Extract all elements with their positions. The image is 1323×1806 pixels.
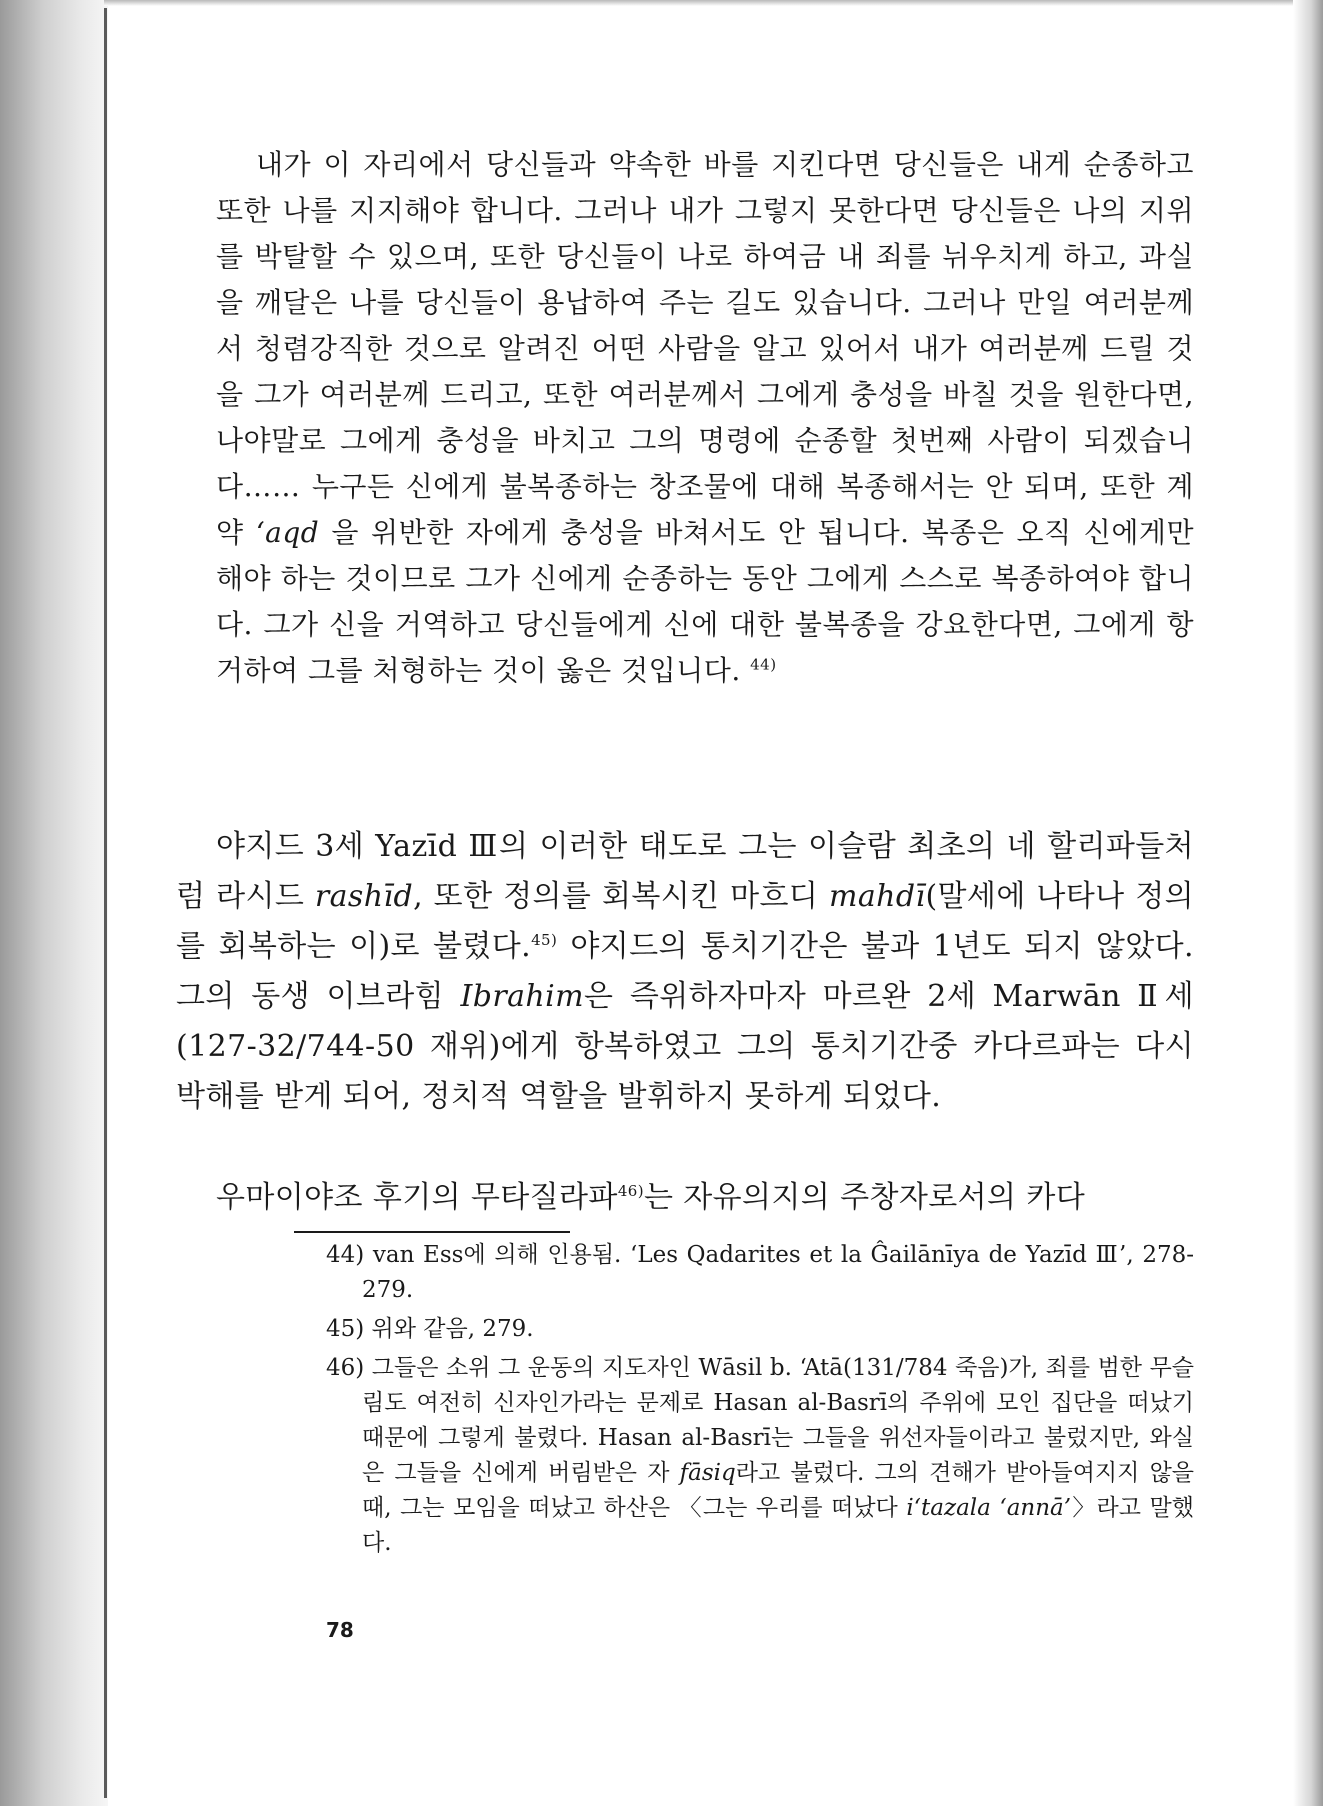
footnote-46-text-3: 〉라고 말했다. — [362, 1495, 1194, 1556]
book-edge-line — [104, 8, 107, 1798]
page-number: 78 — [326, 1618, 354, 1642]
block-quote — [216, 142, 1194, 694]
footnote-44: 44) van Ess에 의해 인용됨. ‘Les Qadarites et la Ĝailānīya de Yazīd Ⅲ’, 278-279. — [326, 1242, 1194, 1303]
term-ibrahim: Ibrahim — [460, 979, 584, 1014]
footnote-ref-44[interactable]: 44) — [750, 655, 777, 674]
paragraph-2-text-2: 는 자유의지의 주창자로서의 카다 — [643, 1180, 1086, 1215]
footnote-46-text: 46) 그들은 소위 그 운동의 지도자인 Wāsil b. ‘Atā(131/784 죽음)가, 죄를 범한 무슬림도 여전히 신자인가라는 문제로 Hasan al-Basrī의 주위에 모인 집단을 떠났기 때문에 그렇게 불렸다. Hasan al-Basrī는 그들을 위선자들이라고 불렀지만, 와실은 그들을 신에게 버림받은 자 — [326, 1355, 1194, 1486]
body-paragraph-2 — [176, 1173, 1194, 1223]
footnote-ref-45[interactable]: 45) — [531, 931, 558, 949]
term-mahdi: mahdī — [829, 879, 926, 914]
body-paragraph-1 — [176, 822, 1194, 1122]
block-quote-text: 내가 이 자리에서 당신들과 약속한 바를 지킨다면 당신들은 내게 순종하고 또한 나를 지지해야 합니다. 그러나 내가 그렇지 못한다면 당신들은 나의 지위를 박탈할 수 있으며, 또한 당신들이 나로 하여금 내 죄를 뉘우치게 하고, 과실을 깨달은 나를 당신들이 용납하여 주는 길도 있습니다. 그러나 만일 여러분께서 청렴강직한 것으로 알려진 어떤 사람을 알고 있어서 내가 여러분께 드릴 것을 그가 여러분께 드리고, 또한 여러분께서 그에게 충성을 바칠 것을 원한다면, 나야말로 그에게 충성을 바치고 그의 명령에 순종할 첫번째 사람이 되겠습니다…… 누구든 신에게 불복종하는 창조물에 대해 복종해서는 안 되며, 또한 계약 — [216, 148, 1194, 549]
footnote-divider — [294, 1231, 570, 1233]
footnote-46-text-2: 라고 불렀다. 그의 견해가 받아들여지지 않을 때, 그는 모임을 떠났고 하산은 〈그는 우리를 떠났다 — [362, 1460, 1195, 1521]
paragraph-1-text: 야지드 3세 Yazīd Ⅲ의 이러한 태도로 그는 이슬람 최초의 네 할리파들처럼 라시드 — [176, 829, 1194, 914]
term-rashid: rashīd — [314, 879, 414, 914]
paragraph-1-text-3: (말세에 나타나 정의를 회복하는 이)로 불렸다. — [176, 879, 1194, 964]
block-quote-text-2: 을 위반한 자에게 충성을 바쳐서도 안 됩니다. 복종은 오직 신에게만 해야 하는 것이므로 그가 신에게 순종하는 동안 그에게 스스로 복종하여야 합니다. 그가 신을 거역하고 당신들에게 신에 대한 불복종을 강요한다면, 그에게 항거하여 그를 처형하는 것이 옳은 것입니다. — [216, 516, 1194, 687]
paragraph-1-text-4: 야지드의 통치기간은 불과 1년도 되지 않았다. 그의 동생 이브라힘 — [176, 929, 1194, 1014]
paragraph-1-text-2: , 또한 정의를 회복시킨 마흐디 — [413, 879, 829, 914]
footnotes — [326, 1238, 1194, 1565]
footnote-ref-46[interactable]: 46) — [617, 1182, 644, 1200]
term-fasiq: fāsiq — [679, 1460, 736, 1486]
footnote-45: 45) 위와 같음, 279. — [326, 1316, 534, 1342]
book-edge — [0, 0, 108, 1806]
paragraph-2-text: 우마이야조 후기의 무타질라파 — [216, 1180, 618, 1215]
term-itazala: i‘tazala ‘annā’ — [906, 1495, 1072, 1521]
paragraph-1-text-5: 은 즉위하자마자 마르완 2세 Marwān Ⅱ세(127-32/744-50 재위)에게 항복하였고 그의 통치기간중 카다르파는 다시 박해를 받게 되어, 정치적 역할을 발휘하지 못하게 되었다. — [176, 979, 1194, 1114]
term-aqd: ‘aqd — [255, 516, 320, 549]
page-shadow — [1293, 0, 1323, 1806]
footnote-46 — [326, 1351, 1194, 1561]
